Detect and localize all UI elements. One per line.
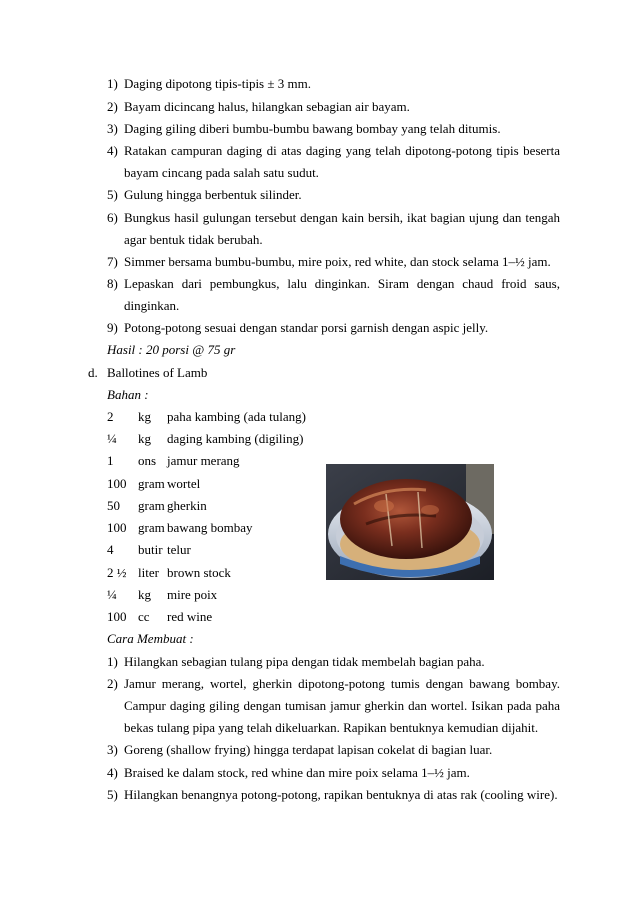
step-number: 1)	[107, 76, 118, 91]
ingredient-name: bawang bombay	[167, 520, 253, 535]
step-text: Goreng (shallow frying) hingga terdapat lapisan cokelat di bagian luar.	[124, 742, 493, 757]
ingredient-qty: 4	[107, 542, 114, 557]
ingredient-unit: gram	[138, 520, 165, 535]
ingredient-unit: kg	[138, 431, 151, 446]
ingredient-unit: butir	[138, 542, 163, 557]
section-letter: d.	[88, 365, 98, 380]
ingredient-unit: kg	[138, 587, 151, 602]
step-number: 4)	[107, 765, 118, 780]
ingredient-qty: ¼	[107, 587, 117, 602]
ingredient-name: daging kambing (digiling)	[167, 431, 304, 446]
step-text: Braised ke dalam stock, red whine dan mire poix selama 1–½ jam.	[124, 765, 470, 780]
roasted-lamb-illustration	[326, 464, 494, 580]
ingredient-name: paha kambing (ada tulang)	[167, 409, 306, 424]
step-text-continued: dinginkan.	[124, 298, 180, 313]
step-number: 7)	[107, 254, 118, 269]
ingredient-name: brown stock	[167, 565, 231, 580]
step-number: 5)	[107, 787, 118, 802]
step-number: 1)	[107, 654, 118, 669]
ingredient-unit: liter	[138, 565, 159, 580]
ingredient-name: red wine	[167, 609, 213, 624]
yield-text: Hasil : 20 porsi @ 75 gr	[107, 342, 236, 357]
ingredient-unit: gram	[138, 498, 165, 513]
step-number: 3)	[107, 121, 118, 136]
ingredient-name: wortel	[167, 476, 201, 491]
ingredient-name: telur	[167, 542, 191, 557]
step-text: Daging dipotong tipis-tipis ± 3 mm.	[124, 76, 311, 91]
ingredient-qty: 50	[107, 498, 120, 513]
step-text: Potong-potong sesuai dengan standar porsi garnish dengan aspic jelly.	[124, 320, 489, 335]
method-label: Cara Membuat :	[107, 631, 194, 646]
step-number: 8)	[107, 276, 118, 291]
step-text-continued: bayam cincang pada salah satu sudut.	[124, 165, 319, 180]
step-text: Simmer bersama bumbu-bumbu, mire poix, red white, dan stock selama 1–½ jam.	[124, 254, 551, 269]
step-text: Daging giling diberi bumbu-bumbu bawang bombay yang telah ditumis.	[124, 121, 501, 136]
step-text: Bayam dicincang halus, hilangkan sebagian air bayam.	[124, 99, 410, 114]
ingredient-qty: 100	[107, 520, 127, 535]
ingredient-unit: gram	[138, 476, 165, 491]
ingredient-name: mire poix	[167, 587, 218, 602]
ingredient-unit: ons	[138, 453, 157, 468]
ingredient-unit: cc	[138, 609, 150, 624]
step-text: Hilangkan benangnya potong-potong, rapikan bentuknya di atas rak (cooling wire).	[124, 787, 558, 802]
ingredient-qty: 1	[107, 453, 114, 468]
step-number: 6)	[107, 210, 118, 225]
ingredient-unit: kg	[138, 409, 151, 424]
step-text: Jamur merang, wortel, gherkin dipotong-potong tumis dengan bawang bombay.	[124, 676, 560, 691]
ballotine-photo	[326, 464, 494, 580]
ingredient-name: jamur merang	[167, 453, 240, 468]
ingredient-qty: 2 ½	[107, 565, 127, 580]
step-text: Hilangkan sebagian tulang pipa dengan tidak membelah bagian paha.	[124, 654, 485, 669]
step-number: 4)	[107, 143, 118, 158]
step-number: 5)	[107, 187, 118, 202]
step-text: Bungkus hasil gulungan tersebut dengan kain bersih, ikat bagian ujung dan tengah	[124, 210, 560, 225]
step-text-continued: Campur daging giling dengan tumisan jamur gherkin dan wortel. Isikan pada paha	[124, 698, 560, 713]
section-title: Ballotines of Lamb	[107, 365, 208, 380]
ingredients-label: Bahan :	[107, 387, 149, 402]
step-number: 9)	[107, 320, 118, 335]
step-text: Lepaskan dari pembungkus, lalu dinginkan. Siram dengan chaud froid saus,	[124, 276, 560, 291]
ingredient-name: gherkin	[167, 498, 207, 513]
step-number: 2)	[107, 99, 118, 114]
step-text: Ratakan campuran daging di atas daging yang telah dipotong-potong tipis beserta	[124, 143, 560, 158]
ingredient-qty: 2	[107, 409, 114, 424]
step-number: 3)	[107, 742, 118, 757]
step-text-continued: agar bentuk tidak berubah.	[124, 232, 263, 247]
step-text-continued: bekas tulang pipa yang telah dikeluarkan. Rapikan bentuknya kemudian dijahit.	[124, 720, 539, 735]
step-text: Gulung hingga berbentuk silinder.	[124, 187, 302, 202]
ingredient-qty: 100	[107, 476, 127, 491]
step-number: 2)	[107, 676, 118, 691]
ingredient-qty: ¼	[107, 431, 117, 446]
ingredient-qty: 100	[107, 609, 127, 624]
